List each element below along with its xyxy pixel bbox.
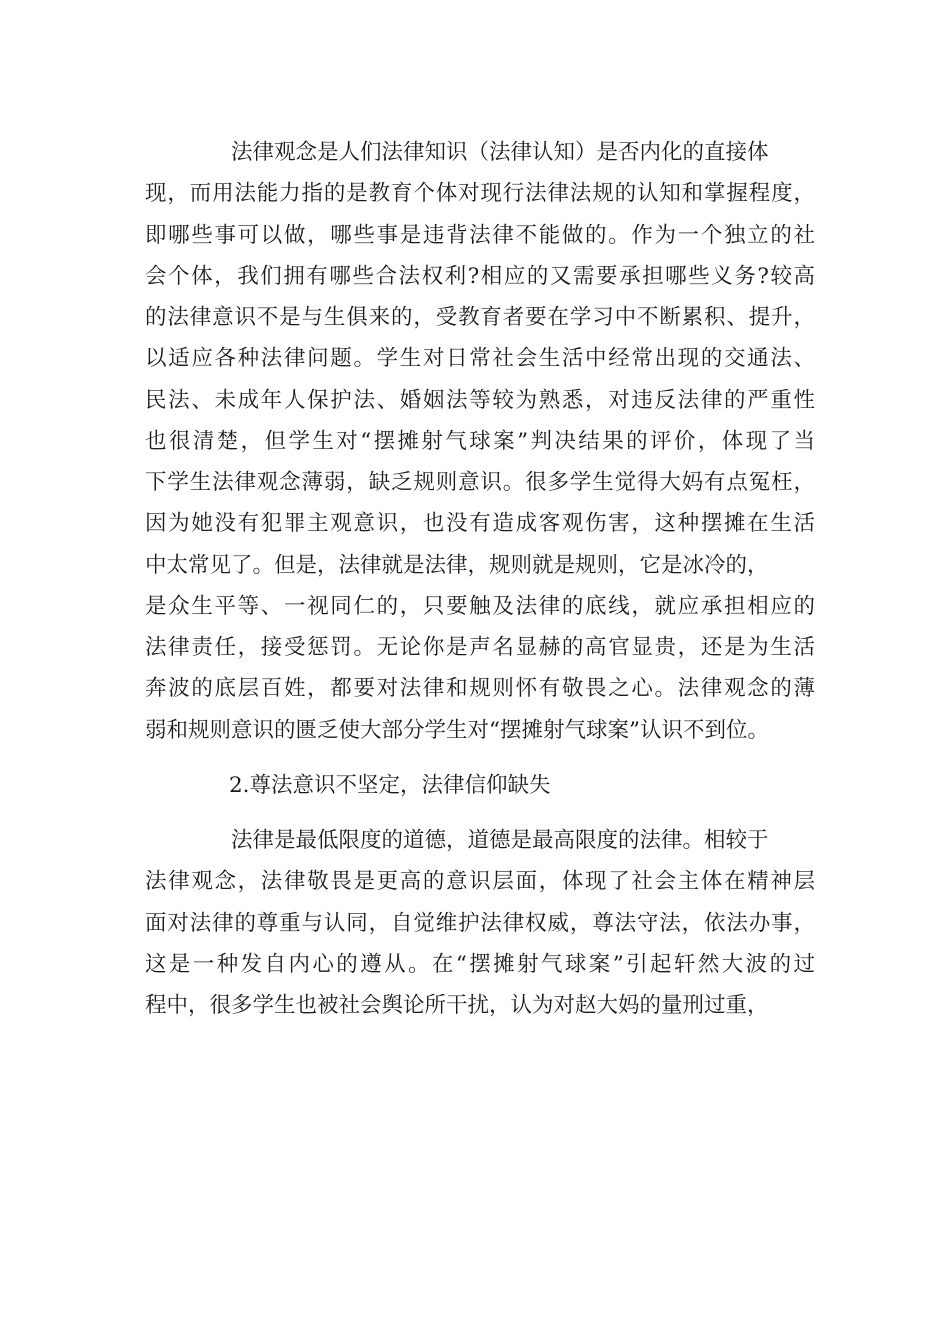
paragraph-spacer (145, 806, 815, 820)
paragraph-line: 的法律意识不是与生俱来的，受教育者要在学习中不断累积、提升， (145, 305, 815, 330)
paragraph-line: 程中，很多学生也被社会舆论所干扰，认为对赵大妈的量刑过重， (145, 993, 769, 1018)
paragraph-line: 这是一种发自内心的遵从。在“摆摊射气球案”引起轩然大波的过 (145, 951, 815, 977)
paragraph-line: 以适应各种法律问题。学生对日常社会生活中经常出现的交通法、 (145, 346, 815, 372)
paragraph-legal-concept (145, 132, 815, 751)
paragraph-line: 法律是最低限度的道德，道德是最高限度的法律。相较于 (231, 828, 769, 853)
paragraph-line: 面对法律的尊重与认同，自觉维护法律权威，尊法守法，依法办事， (145, 910, 815, 936)
document-body (145, 132, 815, 1026)
paragraph-line: 民法、未成年人保护法、婚姻法等较为熟悉，对违反法律的严重性 (145, 387, 815, 413)
paragraph-respect-for-law (145, 820, 815, 1026)
paragraph-line: 中太常见了。但是，法律就是法律，规则就是规则，它是冰冷的， (145, 552, 769, 578)
paragraph-line: 是众生平等、一视同仁的，只要触及法律的底线，就应承担相应的 (145, 593, 815, 619)
paragraph-line: 现，而用法能力指的是教育个体对现行法律法规的认知和掌握程度， (145, 181, 815, 207)
paragraph-line: 即哪些事可以做，哪些事是违背法律不能做的。作为一个独立的社 (145, 222, 815, 248)
paragraph-line: 因为她没有犯罪主观意识，也没有造成客观伤害，这种摆摊在生活 (145, 511, 815, 537)
paragraph-line: 弱和规则意识的匮乏使大部分学生对“摆摊射气球案”认识不到位。 (145, 717, 769, 743)
paragraph-line: 法律责任，接受惩罚。无论你是声名显赫的高官显贵，还是为生活 (145, 635, 815, 660)
paragraph-line: 也很清楚，但学生对“摆摊射气球案”判决结果的评价，体现了当 (145, 428, 815, 454)
paragraph-line: 下学生法律观念薄弱，缺乏规则意识。很多学生觉得大妈有点冤枉， (145, 470, 815, 495)
section-heading: 2.尊法意识不坚定，法律信仰缺失 (229, 772, 551, 798)
paragraph-line: 法律观念，法律敬畏是更高的意识层面，体现了社会主体在精神层 (145, 869, 815, 895)
paragraph-spacer (145, 751, 815, 765)
paragraph-line: 会个体，我们拥有哪些合法权利?相应的又需要承担哪些义务?较高 (145, 263, 815, 289)
paragraph-line: 法律观念是人们法律知识（法律认知）是否内化的直接体 (231, 140, 769, 165)
paragraph-line: 奔波的底层百姓，都要对法律和规则怀有敬畏之心。法律观念的薄 (145, 676, 815, 702)
